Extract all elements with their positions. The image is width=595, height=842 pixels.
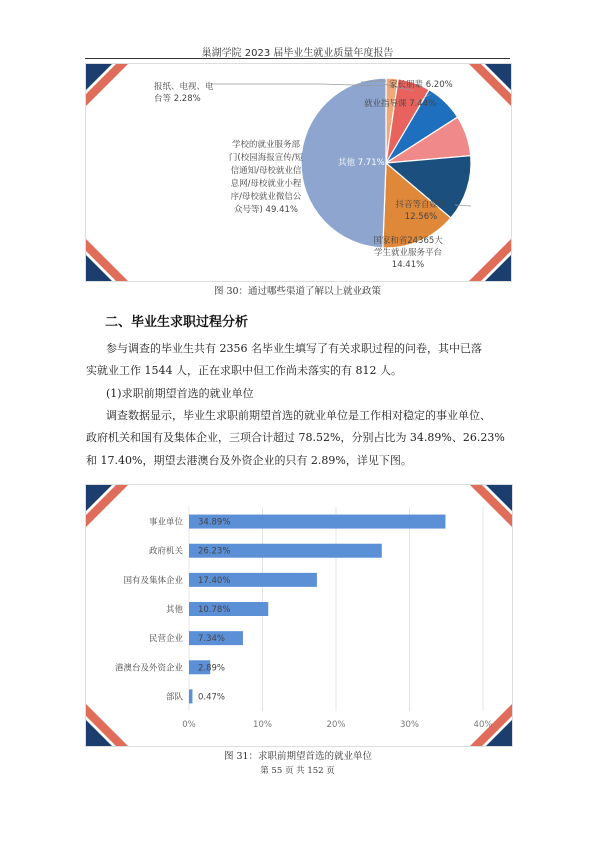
subheading-1: (1)求职前期望首选的就业单位 <box>106 387 254 400</box>
x-tick-label: 40% <box>473 720 493 730</box>
figure31-caption: 图 31：求职前期望首选的就业单位 <box>223 751 373 762</box>
page-header: 巢湖学院 2023 届毕业生就业质量年度报告 <box>201 48 394 59</box>
paragraph-2-line-2: 政府机关和国有及集体企业，三项合计超过 78.52%，分别占比为 34.89%、26.23% <box>86 431 505 444</box>
bar <box>189 689 192 703</box>
bar-value-label: 10.78% <box>198 605 231 615</box>
bar-value-label: 34.89% <box>198 517 231 528</box>
category-label: 国有及集体企业 <box>123 575 183 586</box>
category-label: 民营企业 <box>148 634 183 645</box>
category-label: 事业单位 <box>148 517 183 528</box>
figure30-frame <box>85 63 512 282</box>
x-tick-label: 20% <box>326 720 346 730</box>
paragraph-2-line-3: 和 17.40%，期望去港澳台及外资企业的只有 2.89%，详见下图。 <box>86 454 412 467</box>
pie-slice-label: 学校的就业服务部门(校园海报宣传/短信通知/母校就业信息网/母校就业小程序/母校就业微信公众号等) 49.41% <box>228 140 304 215</box>
paragraph-1-line-1: 参与调查的毕业生共有 2356 名毕业生填写了有关求职过程的问卷，其中已落 <box>106 342 482 355</box>
category-label: 其他 <box>165 605 183 615</box>
category-label: 政府机关 <box>148 546 183 557</box>
figure31-bar-chart <box>86 485 512 746</box>
pie-slice-label: 其他 7.71% <box>338 158 385 168</box>
x-tick-label: 30% <box>400 720 419 730</box>
bar-value-label: 2.89% <box>198 663 226 674</box>
pie-slice-label: 国家和省24365大学生就业服务平台 14.41% <box>373 236 443 270</box>
page-footer: 第 55 页 共 152 页 <box>260 766 335 776</box>
bar-value-label: 17.40% <box>198 575 231 586</box>
paragraph-2-line-1: 调查数据显示，毕业生求职前期望首选的就业单位是工作相对稳定的事业单位、 <box>106 409 491 422</box>
pie-slice-label: 家长朋辈 6.20% <box>389 80 453 90</box>
section-heading: 二、毕业生求职过程分析 <box>105 315 249 330</box>
pie-slice-label: 就业指导课 7.44% <box>364 99 437 109</box>
x-tick-label: 0% <box>182 720 196 730</box>
bar-value-label: 26.23% <box>198 546 231 557</box>
x-tick-label: 10% <box>253 720 272 730</box>
paragraph-1-line-2: 实就业工作 1544 人，正在求职中但工作尚未落实的有 812 人。 <box>86 364 402 377</box>
category-label: 部队 <box>165 692 183 703</box>
category-label: 港澳台及外资企业 <box>114 663 183 674</box>
figure30-pie-chart <box>86 64 511 281</box>
pie-slice-label: 报纸、电视、电台等 2.28% <box>154 82 214 104</box>
figure31-frame <box>85 484 513 747</box>
bar-value-label: 7.34% <box>198 634 226 645</box>
bar-value-label: 0.47% <box>198 692 226 703</box>
pie-slice-label: 抖音等自媒体 12.56% <box>395 200 447 222</box>
figure30-caption: 图 30：通过哪些渠道了解以上就业政策 <box>213 286 382 297</box>
header-rule <box>85 58 510 59</box>
